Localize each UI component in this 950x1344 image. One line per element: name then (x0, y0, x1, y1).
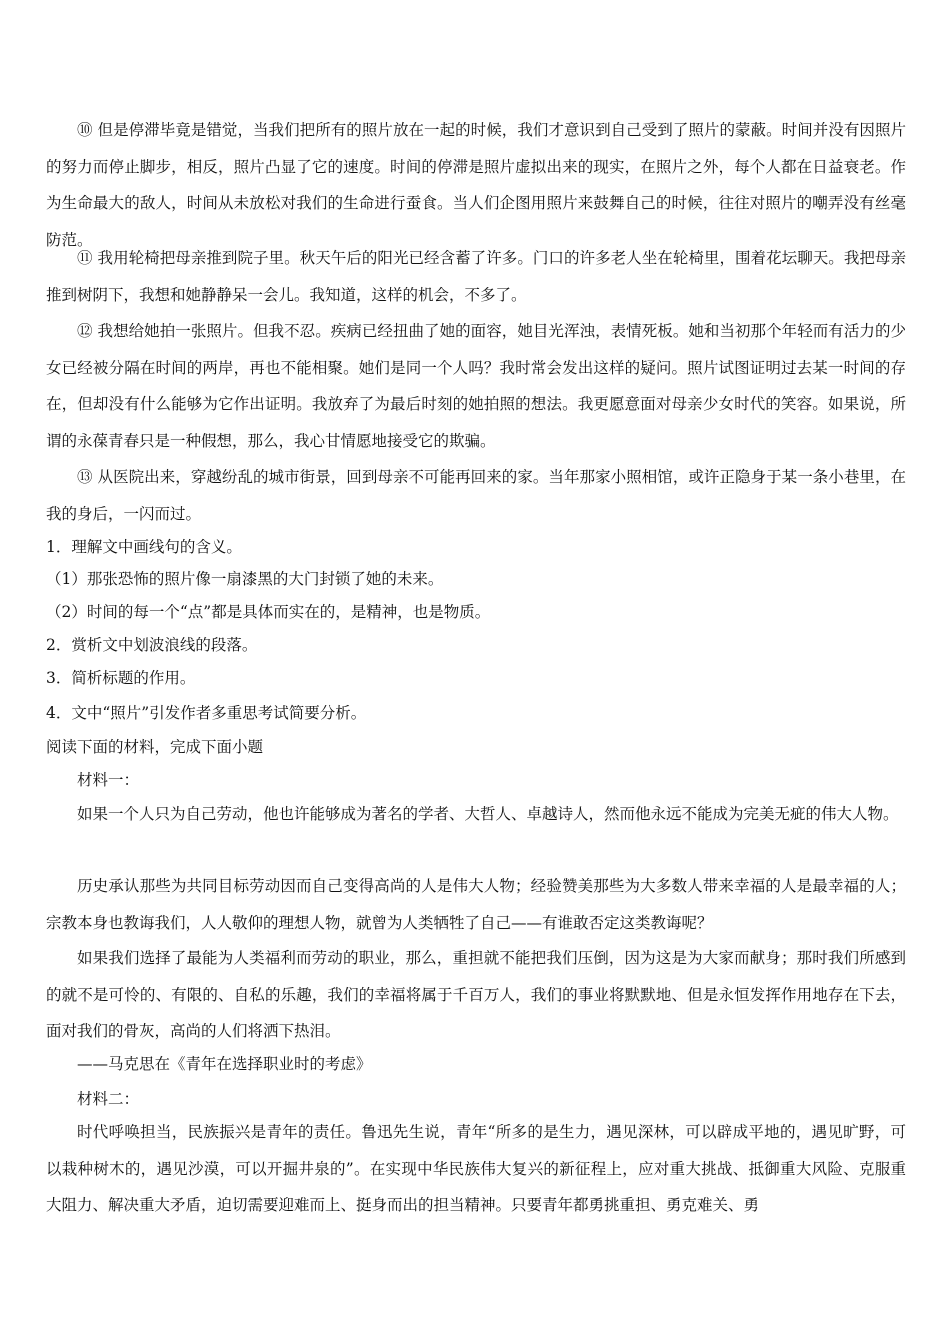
material-1-paragraph-2: 历史承认那些为共同目标劳动因而自己变得高尚的人是伟大人物；经验赞美那些为大多数人带来幸福的人是最幸福的人；宗教本身也教诲我们，人人敬仰的理想人物，就曾为人类牺牲了自己——有谁敢否定这类教诲呢？ (46, 877, 906, 932)
question-1-part-1: （1）那张恐怖的照片像一扇漆黑的大门封锁了她的未来。 (46, 570, 444, 588)
question-4: 4．文中“照片”引发作者多重思考试简要分析。 (46, 704, 367, 722)
material-2-label: 材料二： (77, 1090, 140, 1108)
material-1-label: 材料一： (77, 771, 140, 789)
paragraph-12: ⑫ 我想给她拍一张照片。但我不忍。疾病已经扭曲了她的面容，她目光浑浊，表情死板。她和当初那个年轻而有活力的少女已经被分隔在时间的两岸，再也不能相聚。她们是同一个人吗？我时常会发出这样的疑问。照片试图证明过去某一时间的存在，但却没有什么能够为它作出证明。我放弃了为最后时刻的她拍照的想法。我更愿意面对母亲少女时代的笑容。如果说，所谓的永葆青春只是一种假想，那么，我心甘情愿地接受它的欺骗。 (46, 322, 906, 450)
question-1: 1．理解文中画线句的含义。 (46, 538, 242, 556)
question-3: 3．简析标题的作用。 (46, 669, 196, 687)
question-2: 2．赏析文中划波浪线的段落。 (46, 636, 258, 654)
paragraph-11: ⑪ 我用轮椅把母亲推到院子里。秋天午后的阳光已经含蓄了许多。门口的许多老人坐在轮椅里，围着花坛聊天。我把母亲推到树阴下，我想和她静静呆一会儿。我知道，这样的机会，不多了。 (46, 249, 906, 304)
material-1-paragraph-1: 如果一个人只为自己劳动，他也许能够成为著名的学者、大哲人、卓越诗人，然而他永远不能成为完美无疵的伟大人物。 (77, 805, 899, 823)
material-1-paragraph-3: 如果我们选择了最能为人类福利而劳动的职业，那么，重担就不能把我们压倒，因为这是为大家而献身；那时我们所感到的就不是可怜的、有限的、自私的乐趣，我们的幸福将属于千百万人，我们的事业将默默地、但是永恒发挥作用地存在下去，面对我们的骨灰，高尚的人们将洒下热泪。 (46, 949, 906, 1040)
paragraph-13: ⑬ 从医院出来，穿越纷乱的城市街景，回到母亲不可能再回来的家。当年那家小照相馆，或许正隐身于某一条小巷里，在我的身后，一闪而过。 (46, 468, 906, 523)
material-1-source: ——马克思在《青年在选择职业时的考虑》 (77, 1055, 372, 1073)
question-1-part-2: （2）时间的每一个“点”都是具体而实在的，是精神，也是物质。 (46, 603, 491, 621)
material-2-paragraph-1: 时代呼唤担当，民族振兴是青年的责任。鲁迅先生说，青年“所多的是生力，遇见深林，可以辟成平地的，遇见旷野，可以栽种树木的，遇见沙漠，可以开掘井泉的”。在实现中华民族伟大复兴的新征程上，应对重大挑战、抵御重大风险、克服重大阻力、解决重大矛盾，迫切需要迎难而上、挺身而出的担当精神。只要青年都勇挑重担、勇克难关、勇 (46, 1123, 906, 1214)
reading-intro: 阅读下面的材料，完成下面小题 (46, 738, 264, 756)
paragraph-10: ⑩ 但是停滞毕竟是错觉，当我们把所有的照片放在一起的时候，我们才意识到自己受到了照片的蒙蔽。时间并没有因照片的努力而停止脚步，相反，照片凸显了它的速度。时间的停滞是照片虚拟出来的现实，在照片之外，每个人都在日益衰老。作为生命最大的敌人，时间从未放松对我们的生命进行蚕食。当人们企图用照片来鼓舞自己的时候，往往对照片的嘲弄没有丝毫防范。 (46, 121, 906, 249)
